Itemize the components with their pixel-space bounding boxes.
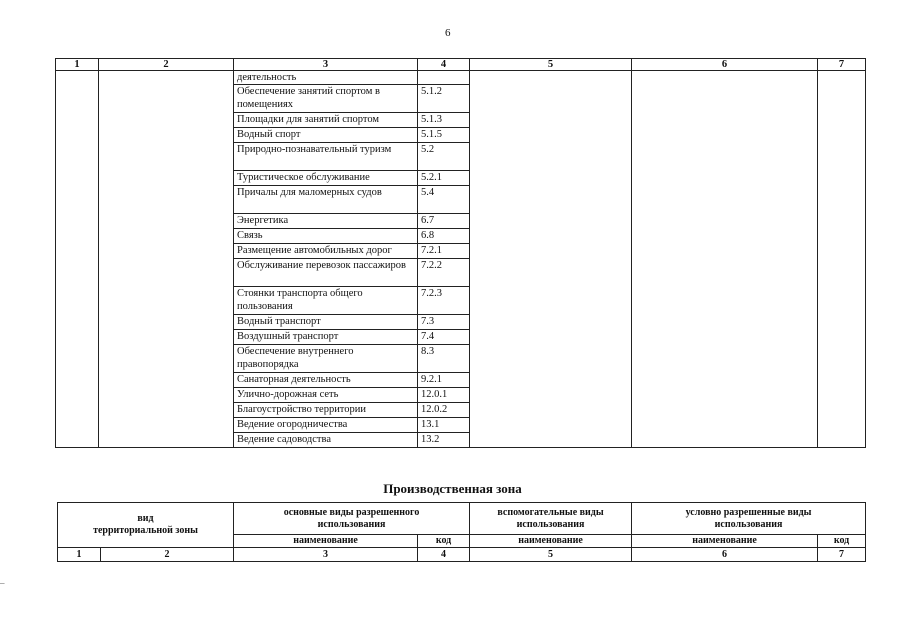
use-code-cell: 6.7: [418, 214, 470, 229]
use-name-cell: Размещение автомобильных дорог: [234, 244, 418, 259]
use-name-cell: Водный спорт: [234, 128, 418, 143]
aux-uses-cell: [470, 71, 632, 448]
use-code-cell: 6.8: [418, 229, 470, 244]
aux-uses-header: [470, 503, 632, 535]
section-title: Производственная зона: [383, 481, 522, 496]
zone-type-label-1: вид: [137, 513, 154, 524]
column-number: 5: [470, 59, 632, 71]
use-code-cell: 13.2: [418, 433, 470, 448]
cond-uses-label-1: условно разрешенные виды: [685, 506, 812, 518]
use-code-cell: 12.0.2: [418, 403, 470, 418]
column-number: 6: [632, 59, 818, 71]
permitted-uses-table: [55, 58, 866, 448]
use-name-cell: деятельность: [234, 71, 418, 85]
zone-type-header: [58, 503, 234, 548]
cond-code-cell: [818, 71, 866, 448]
use-code-cell: 7.4: [418, 330, 470, 345]
use-name-cell: Причалы для маломерных судов: [234, 186, 418, 214]
zone-cell-1: [56, 71, 99, 448]
use-code-cell: 7.2.2: [418, 259, 470, 287]
main-uses-header: [234, 503, 470, 535]
use-name-cell: Туристическое обслуживание: [234, 171, 418, 186]
use-code-cell: 12.0.1: [418, 388, 470, 403]
use-name-cell: Обслуживание перевозок пассажиров: [234, 259, 418, 287]
use-name-cell: Воздушный транспорт: [234, 330, 418, 345]
column-number: 5: [470, 548, 632, 562]
use-name-cell: Ведение огородничества: [234, 418, 418, 433]
use-name-cell: Энергетика: [234, 214, 418, 229]
use-code-cell: 13.1: [418, 418, 470, 433]
use-name-cell: Обеспечение занятий спортом в помещениях: [234, 85, 418, 113]
use-code-cell: 5.2.1: [418, 171, 470, 186]
column-number: 4: [418, 59, 470, 71]
column-number: 7: [818, 59, 866, 71]
main-name-header: наименование: [234, 535, 418, 548]
column-number: 2: [99, 59, 234, 71]
column-number: 6: [632, 548, 818, 562]
use-code-cell: 5.1.2: [418, 85, 470, 113]
main-uses-label-1: основные виды разрешенного: [283, 506, 420, 518]
aux-uses-label-1: вспомогательные виды: [497, 506, 604, 518]
cond-uses-header: [632, 503, 866, 535]
aux-uses-label-2: использования: [516, 518, 585, 530]
use-name-cell: Площадки для занятий спортом: [234, 113, 418, 128]
use-name-cell: Природно-познавательный туризм: [234, 143, 418, 171]
use-name-cell: Ведение садоводства: [234, 433, 418, 448]
column-number: 1: [56, 59, 99, 71]
main-uses-label-2: использования: [317, 518, 386, 530]
use-code-cell: 7.2.3: [418, 287, 470, 315]
aux-name-header: наименование: [470, 535, 632, 548]
use-name-cell: Стоянки транспорта общего пользования: [234, 287, 418, 315]
use-code-cell: 9.2.1: [418, 373, 470, 388]
cond-uses-cell: [632, 71, 818, 448]
column-number: 2: [101, 548, 234, 562]
main-code-header: код: [418, 535, 470, 548]
margin-mark: –: [0, 578, 5, 588]
column-number: 3: [234, 59, 418, 71]
cond-name-header: наименование: [632, 535, 818, 548]
use-code-cell: 5.2: [418, 143, 470, 171]
use-code-cell: 7.3: [418, 315, 470, 330]
use-code-cell: 5.1.5: [418, 128, 470, 143]
cond-uses-label-2: использования: [714, 518, 783, 530]
use-code-cell: 5.4: [418, 186, 470, 214]
column-number: 3: [234, 548, 418, 562]
use-name-cell: Улично-дорожная сеть: [234, 388, 418, 403]
column-number: 1: [58, 548, 101, 562]
use-name-cell: Санаторная деятельность: [234, 373, 418, 388]
zone-type-label-2: территориальной зоны: [93, 525, 198, 536]
use-name-cell: Связь: [234, 229, 418, 244]
use-code-cell: [418, 71, 470, 85]
use-code-cell: 8.3: [418, 345, 470, 373]
use-code-cell: 5.1.3: [418, 113, 470, 128]
use-name-cell: Благоустройство территории: [234, 403, 418, 418]
page-number: 6: [445, 27, 451, 39]
column-number: 4: [418, 548, 470, 562]
production-zone-header-table: [57, 502, 866, 562]
column-number: 7: [818, 548, 866, 562]
cond-code-header: код: [818, 535, 866, 548]
use-name-cell: Водный транспорт: [234, 315, 418, 330]
column-number-row: [56, 59, 866, 71]
zone-cell-2: [99, 71, 234, 448]
table-row: [56, 71, 866, 85]
use-name-cell: Обеспечение внутреннего правопорядка: [234, 345, 418, 373]
use-code-cell: 7.2.1: [418, 244, 470, 259]
